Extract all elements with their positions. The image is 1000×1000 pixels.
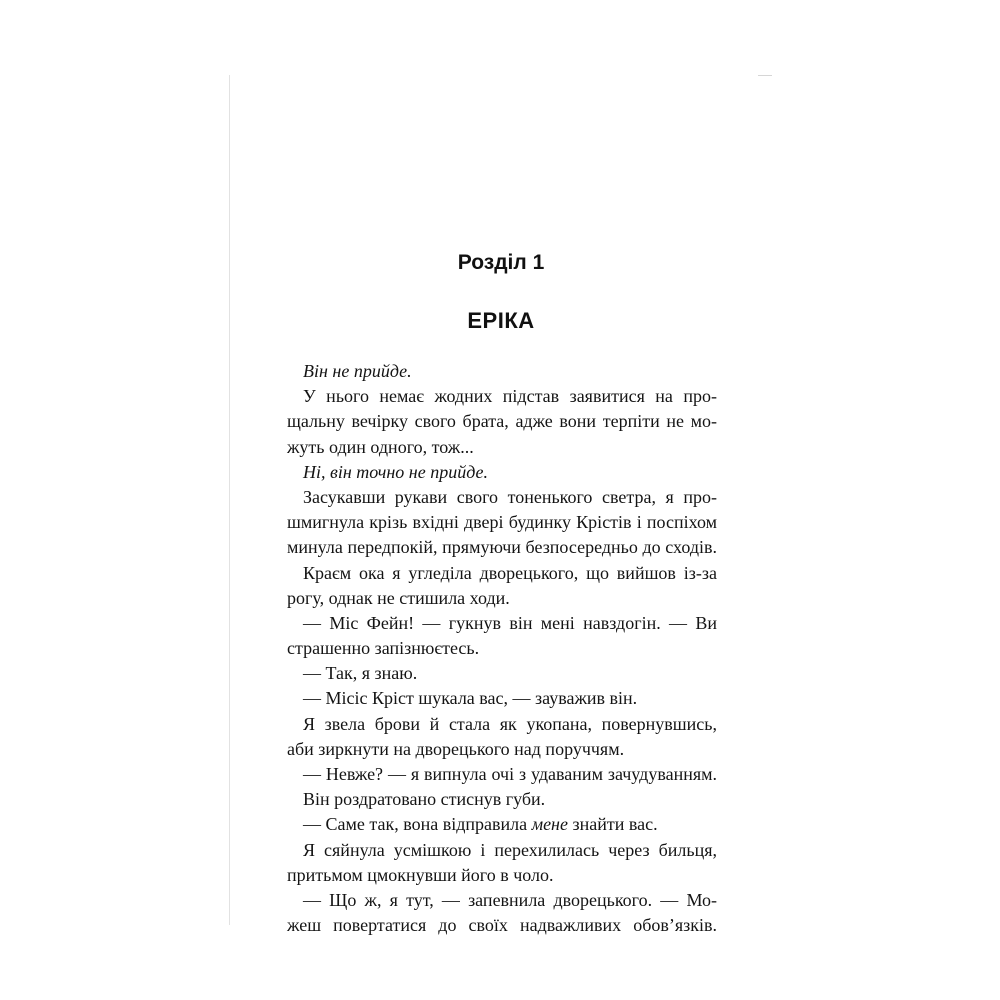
body-text <box>287 359 717 938</box>
text-line-17: — Невже? — я випнула очі з удаваним зачудуванням. <box>303 764 717 784</box>
text-line-12: страшенно запізнюєтесь. <box>287 638 480 659</box>
text-line-9: Краєм ока я угледіла дворецького, що вийшов із-за <box>303 562 717 583</box>
text-line-13: — Так, я знаю. <box>303 663 418 684</box>
book-page <box>229 75 772 936</box>
text-line-4: жуть один одного, тож... <box>287 436 474 457</box>
text-line-21: притьмом цмокнувши його в чоло. <box>287 864 554 885</box>
text-line-11: — Міс Фейн! — гукнув він мені навздогін. — Ви <box>303 612 717 633</box>
chapter-title: ЕРІКА <box>467 308 535 333</box>
text-line-8: минула передпокій, прямуючи безпосередньо до сходів. <box>287 537 717 558</box>
text-line-19: — Саме так, вона відправила мене знайти вас. <box>303 814 658 835</box>
text-line-7: шмигнула крізь вхідні двері будинку Крістів і поспіхом <box>287 512 717 533</box>
text-line-23: жеш повертатися до своїх надважливих обов’язків. <box>287 915 717 936</box>
page-edge-mark <box>758 75 772 76</box>
text-line-22: — Що ж, я тут, — запевнила дворецького. — Мо- <box>303 889 717 910</box>
text-line-16: аби зиркнути на дворецького над поруччям. <box>287 738 625 759</box>
text-line-5: Ні, він точно не прийде. <box>303 461 489 482</box>
emphasis-word: мене <box>531 814 568 835</box>
text-line-14: — Місіс Кріст шукала вас, — зауважив він. <box>303 688 638 709</box>
text-line-20: Я сяйнула усмішкою і перехилилась через бильця, <box>303 839 717 860</box>
text-line-10: рогу, однак не стишила ходи. <box>287 587 510 608</box>
text-line-6: Засукавши рукави свого тоненького светра, я про- <box>303 486 717 507</box>
text-line-15: Я звела брови й стала як укопана, повернувшись, <box>303 713 717 734</box>
chapter-number: Розділ 1 <box>457 251 545 274</box>
text-line-18: Він роздратовано стиснув губи. <box>303 789 546 810</box>
text-line-1: Він не прийде. <box>303 361 412 381</box>
text-line-2: У нього немає жодних підстав заявитися на про- <box>303 386 717 407</box>
text-line-3: щальну вечірку свого брата, адже вони терпіти не мо- <box>287 411 717 432</box>
